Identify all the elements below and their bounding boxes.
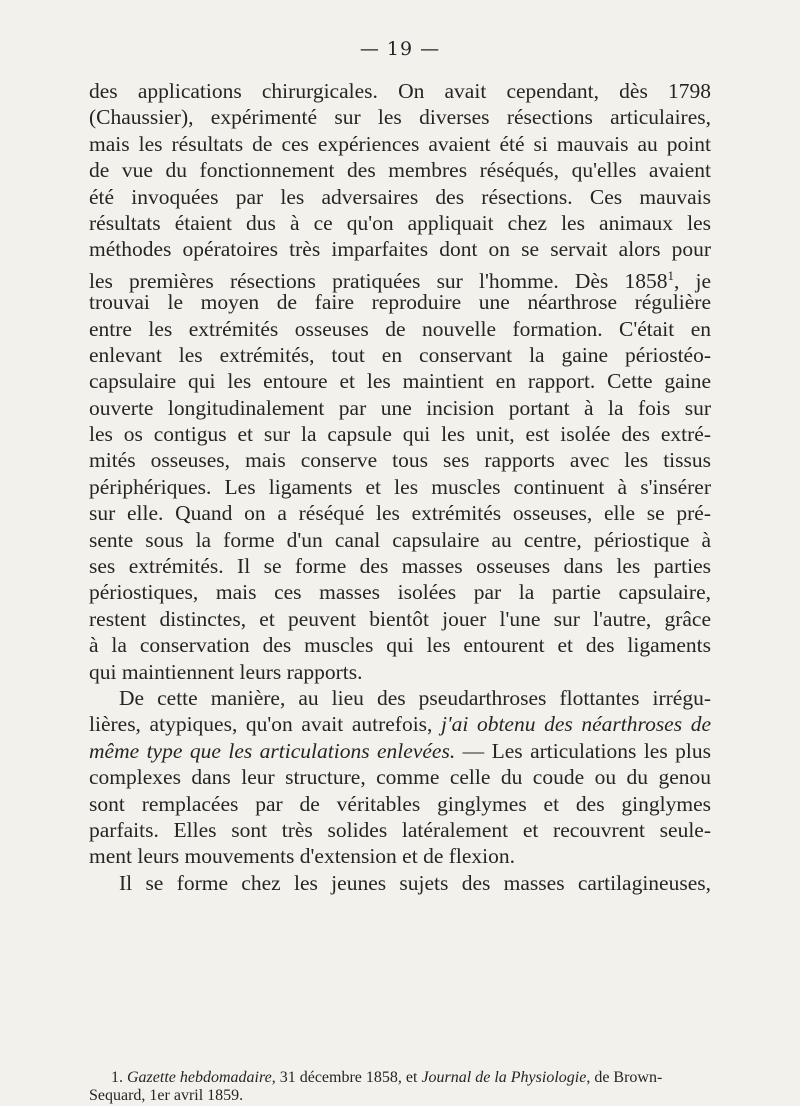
footnotes [89,1069,711,1105]
text-line: périphériques. Les ligaments et les muscles continuent à s'insérer [89,474,711,499]
text-line: à la conservation des muscles qui les entourent et des ligaments [89,633,711,658]
text-line: sur elle. Quand on a réséqué les extrémités osseuses, elle se pré- [89,501,711,526]
text-line: ment leurs mouvements d'extension et de flexion. [89,844,516,869]
page-number: — 19 — [359,38,441,60]
text-line: (Chaussier), expérimenté sur les diverses résections articulaires, [89,105,711,130]
text-line [89,711,711,737]
text-line: parfaits. Elles sont très solides latéralement et recouvrent seule- [89,817,711,842]
text-line: Il se forme chez les jeunes sujets des masses cartilagineuses, [119,870,711,895]
emphasis-text: j'ai obtenu des néarthroses de [441,712,711,737]
text-line: résultats étaient dus à ce qu'on appliquait chez les animaux les [89,210,711,235]
text-line: ouverte longitudinalement par une incision portant à la fois sur [89,395,711,420]
text-line: les os contigus et sur la capsule qui les unit, est isolée des extré- [89,422,711,447]
text-line: mais les résultats de ces expériences avaient été si mauvais au point [89,131,711,156]
text-fragment: , je [673,268,711,293]
text-line: qui maintiennent leurs rapports. [89,659,363,684]
footnote-reference: 1 [667,267,674,283]
text-line: périostiques, mais ces masses isolées par la partie capsulaire, [89,580,711,605]
text-line: enlevant les extrémités, tout en conservant la gaine périostéo- [89,342,711,367]
text-line: restent distinctes, et peuvent bientôt jouer l'une sur l'autre, grâce [89,606,711,631]
text-line: sente sous la forme d'un canal capsulaire au centre, périostique à [89,527,711,552]
text-line: capsulaire qui les entoure et les maintient en rapport. Cette gaine [89,369,711,394]
footnote-line [89,1069,711,1087]
footnote-line: Sequard, 1er avril 1859. [89,1087,244,1104]
text-line: mités osseuses, mais conserve tous ses rapports avec les tissus [89,448,711,473]
text-fragment: lières, atypiques, qu'on avait autrefois, [89,712,433,737]
text-line: complexes dans leur structure, comme celle du coude ou du genou [89,765,711,790]
journal-title: Gazette hebdomadaire [127,1069,272,1086]
text-line: de vue du fonctionnement des membres réséqués, qu'elles avaient [89,158,711,183]
journal-title: Journal de la Physiologie [421,1069,587,1086]
text-line [89,263,711,293]
text-line: ses extrémités. Il se forme des masses osseuses dans les parties [89,554,711,579]
text-line: De cette manière, au lieu des pseudarthroses flottantes irrégu- [119,685,711,710]
text-fragment: — Les articulations les plus [455,738,711,763]
text-line: méthodes opératoires très imparfaites dont on se servait alors pour [89,237,711,262]
text-line: trouvai le moyen de faire reproduire une néarthrose régulière [89,290,711,315]
text-fragment: , de Brown- [586,1069,663,1086]
text-line [89,738,711,764]
footnote-mark: 1. [111,1069,123,1086]
body-text [89,78,711,896]
text-fragment: , 31 décembre 1858, et [271,1069,422,1086]
text-line: des applications chirurgicales. On avait cependant, dès 1798 [89,79,711,103]
emphasis-text: même type que les articulations enlevées. [89,738,456,763]
text-line: été invoquées par les adversaires des résections. Ces mauvais [89,184,711,209]
text-line: sont remplacées par de véritables ginglymes et des ginglymes [89,791,711,816]
text-fragment: les premières résections pratiquées sur l'homme. Dès 1858 [89,268,668,293]
text-line: entre les extrémités osseuses de nouvelle formation. C'était en [89,316,711,341]
